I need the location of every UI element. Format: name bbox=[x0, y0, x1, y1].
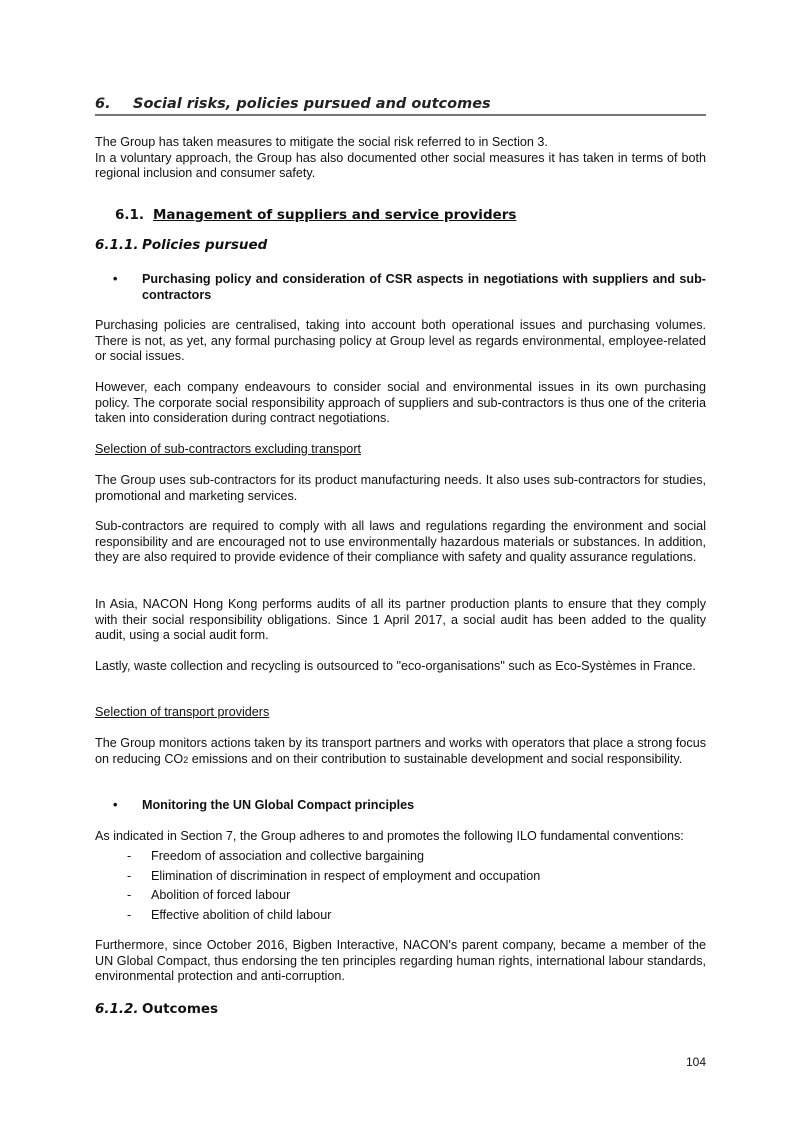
list-item bbox=[95, 869, 706, 889]
section-title: Social risks, policies pursued and outcomes bbox=[133, 96, 491, 112]
transport-text-a: The Group monitors actions taken by its transport partners and works with operators that place a strong focus on reducing CO bbox=[95, 736, 706, 766]
paragraph-waste: Lastly, waste collection and recycling is outsourced to "eco-organisations" such as Eco-Systèmes in France. bbox=[95, 659, 696, 673]
list-item-text: Elimination of discrimination in respect of employment and occupation bbox=[151, 868, 541, 883]
policies-heading bbox=[95, 237, 267, 253]
paragraph-ilo: As indicated in Section 7, the Group adheres to and promotes the following ILO fundamental conventions: bbox=[95, 829, 684, 843]
list-item bbox=[95, 908, 706, 928]
outcomes-title: Outcomes bbox=[142, 1001, 219, 1017]
subsection-number: 6.1. bbox=[115, 207, 145, 223]
list-item-text: Abolition of forced labour bbox=[151, 888, 291, 902]
section-heading bbox=[95, 96, 706, 116]
bullet-mark: • bbox=[113, 798, 118, 812]
list-item bbox=[95, 849, 706, 869]
subheading-transport: Selection of transport providers bbox=[95, 705, 270, 719]
bullet-purchasing-policy bbox=[95, 272, 706, 303]
paragraph-asia-audits: In Asia, NACON Hong Kong performs audits of all its partner production plants to ensure that they comply with their social responsibility obligations. Since 1 April 2017, a social audit has been added to the quality audit, using a social audit form. bbox=[95, 597, 706, 643]
outcomes-number: 6.1.2. bbox=[95, 1001, 139, 1017]
paragraph-global-compact: Furthermore, since October 2016, Bigben Interactive, NACON's parent company, became a member of the UN Global Compact, thus endorsing the ten principles regarding human rights, international labour standards, environmental protection and anti-corruption. bbox=[95, 938, 706, 984]
intro-line-1: The Group has taken measures to mitigate the social risk referred to in Section 3. bbox=[95, 135, 548, 149]
subsection-title: Management of suppliers and service providers bbox=[153, 207, 517, 223]
ilo-conventions-list bbox=[95, 849, 706, 927]
dash-mark: - bbox=[127, 849, 132, 863]
section-number: 6. bbox=[95, 96, 111, 112]
dash-mark: - bbox=[127, 888, 132, 902]
policies-number: 6.1.1. bbox=[95, 237, 139, 253]
outcomes-heading bbox=[95, 1001, 218, 1017]
paragraph-company-policy: However, each company endeavours to consider social and environmental issues in its own purchasing policy. The corporate social responsibility approach of suppliers and sub-contractors is thus one of the criteria taken into consideration during contract negotiations. bbox=[95, 380, 706, 426]
bullet-global-compact bbox=[95, 798, 706, 814]
paragraph-subcontractor-compliance: Sub-contractors are required to comply with all laws and regulations regarding the environment and social responsibility and are encouraged not to use environmentally hazardous materials or substances. In addition, they are also required to provide evidence of their compliance with safety and quality assurance regulations. bbox=[95, 519, 706, 565]
dash-mark: - bbox=[127, 868, 132, 883]
list-item bbox=[95, 888, 706, 908]
bullet-purchasing-policy-text: Purchasing policy and consideration of CSR aspects in negotiations with suppliers and sub-contractors bbox=[142, 272, 706, 302]
list-item-text: Effective abolition of child labour bbox=[151, 907, 332, 922]
paragraph-transport bbox=[95, 736, 706, 768]
list-item-text: Freedom of association and collective bargaining bbox=[151, 849, 425, 863]
bullet-mark: • bbox=[113, 272, 118, 286]
document-page bbox=[95, 0, 706, 1131]
subheading-subcontractors: Selection of sub-contractors excluding transport bbox=[95, 442, 362, 456]
dash-mark: - bbox=[127, 907, 132, 922]
transport-text-b: emissions and on their contribution to sustainable development and social responsibility. bbox=[188, 751, 683, 766]
paragraph-purchasing: Purchasing policies are centralised, taking into account both operational issues and purchasing volumes. There is not, as yet, any formal purchasing policy at Group level as regards environmental, employee-related or social issues. bbox=[95, 318, 706, 364]
page-number: 104 bbox=[685, 1055, 706, 1069]
intro-line-2: In a voluntary approach, the Group has also documented other social measures it has taken in terms of both regional inclusion and consumer safety. bbox=[95, 150, 706, 181]
paragraph-subcontractor-use: The Group uses sub-contractors for its product manufacturing needs. It also uses sub-contractors for studies, promotional and marketing services. bbox=[95, 473, 706, 503]
bullet-global-compact-text: Monitoring the UN Global Compact principles bbox=[142, 798, 415, 812]
intro-block bbox=[95, 135, 706, 182]
policies-title: Policies pursued bbox=[142, 237, 268, 253]
co2-subscript: 2 bbox=[183, 754, 189, 765]
subsection-heading bbox=[115, 207, 516, 223]
